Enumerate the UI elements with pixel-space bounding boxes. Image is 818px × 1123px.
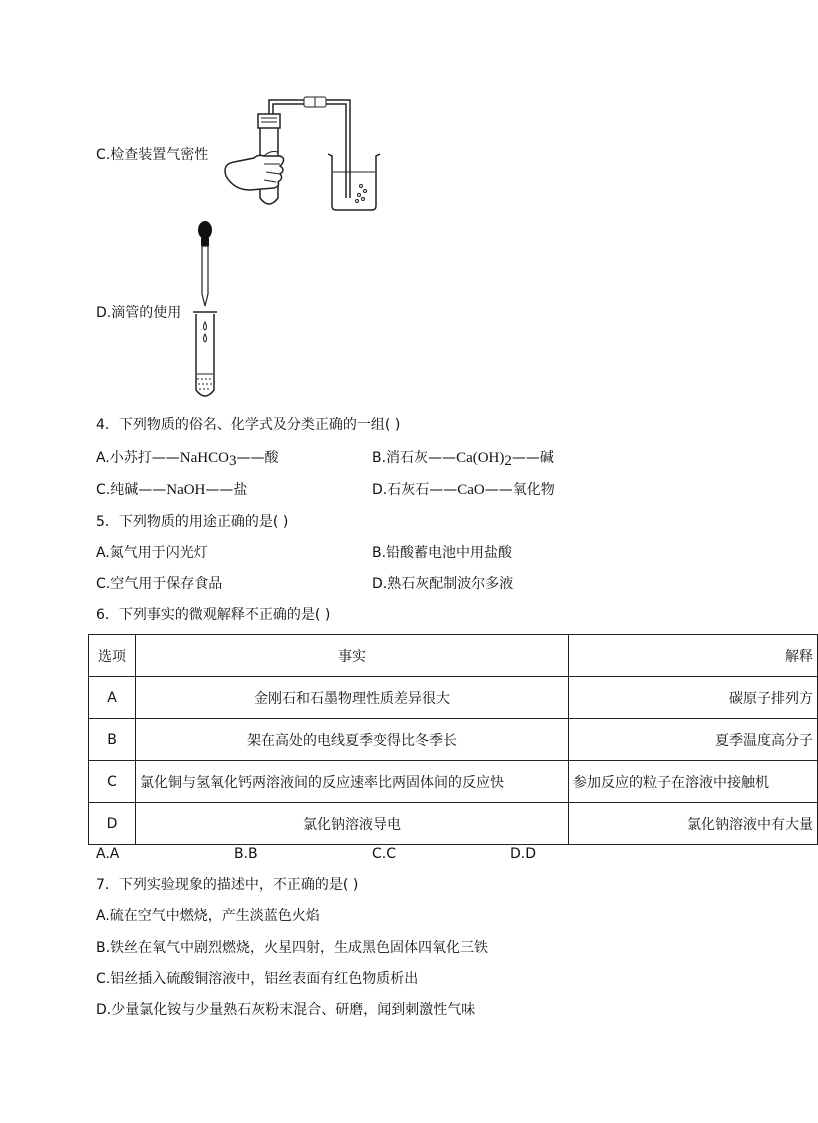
facts-table [88,634,818,845]
row-explanation: 夏季温度高分子 [569,719,818,761]
table-row [89,761,818,803]
answer-c: C.C [372,846,397,862]
row-option: D [89,803,136,845]
header-fact: 事实 [136,635,569,677]
option-5b: B.铅酸蓄电池中用盐酸 [372,545,513,561]
row-fact: 架在高处的电线夏季变得比冬季长 [136,719,569,761]
table-row [89,803,818,845]
question-7-stem: 7．下列实验现象的描述中，不正确的是( ) [96,877,359,893]
question-5-stem: 5．下列物质的用途正确的是( ) [96,514,289,530]
option-7b: B.铁丝在氧气中剧烈燃烧，火星四射，生成黑色固体四氧化三铁 [96,940,489,956]
dropper-use-illustration [190,218,230,404]
option-7a: A.硫在空气中燃烧，产生淡蓝色火焰 [96,908,320,924]
option-3c: C.检查装置气密性 [96,147,209,163]
row-fact: 金刚石和石墨物理性质差异很大 [136,677,569,719]
row-fact: 氯化钠溶液导电 [136,803,569,845]
option-7d: D.少量氯化铵与少量熟石灰粉末混合、研磨，闻到刺激性气味 [96,1002,476,1018]
question-6-stem: 6．下列事实的微观解释不正确的是( ) [96,607,331,623]
row-fact: 氯化铜与氢氧化钙两溶液间的反应速率比两固体间的反应快 [136,761,569,803]
row-explanation: 碳原子排列方 [569,677,818,719]
table-header-row [89,635,818,677]
answer-a: A.A [96,846,120,862]
option-4b: B.消石灰——Ca(OH)2——碱 [372,450,554,469]
header-explanation: 解释 [569,635,818,677]
option-5d: D.熟石灰配制波尔多液 [372,576,514,592]
row-explanation: 参加反应的粒子在溶液中接触机 [569,761,818,803]
header-option: 选项 [89,635,136,677]
airtightness-apparatus-illustration [220,94,390,212]
row-explanation: 氯化钠溶液中有大量 [569,803,818,845]
option-7c: C.铝丝插入硫酸铜溶液中，铝丝表面有红色物质析出 [96,971,419,987]
row-option: B [89,719,136,761]
option-4c: C.纯碱——NaOH——盐 [96,482,248,498]
table-row [89,719,818,761]
row-option: A [89,677,136,719]
option-5a: A.氮气用于闪光灯 [96,545,208,561]
option-4d: D.石灰石——CaO——氧化物 [372,482,555,498]
table-row [89,677,818,719]
option-5c: C.空气用于保存食品 [96,576,223,592]
answer-d: D.D [510,846,537,862]
row-option: C [89,761,136,803]
option-4a: A.小苏打——NaHCO3——酸 [96,450,279,469]
option-3d: D.滴管的使用 [96,305,182,321]
question-4-stem: 4．下列物质的俗名、化学式及分类正确的一组( ) [96,417,401,433]
answer-b: B.B [234,846,258,862]
